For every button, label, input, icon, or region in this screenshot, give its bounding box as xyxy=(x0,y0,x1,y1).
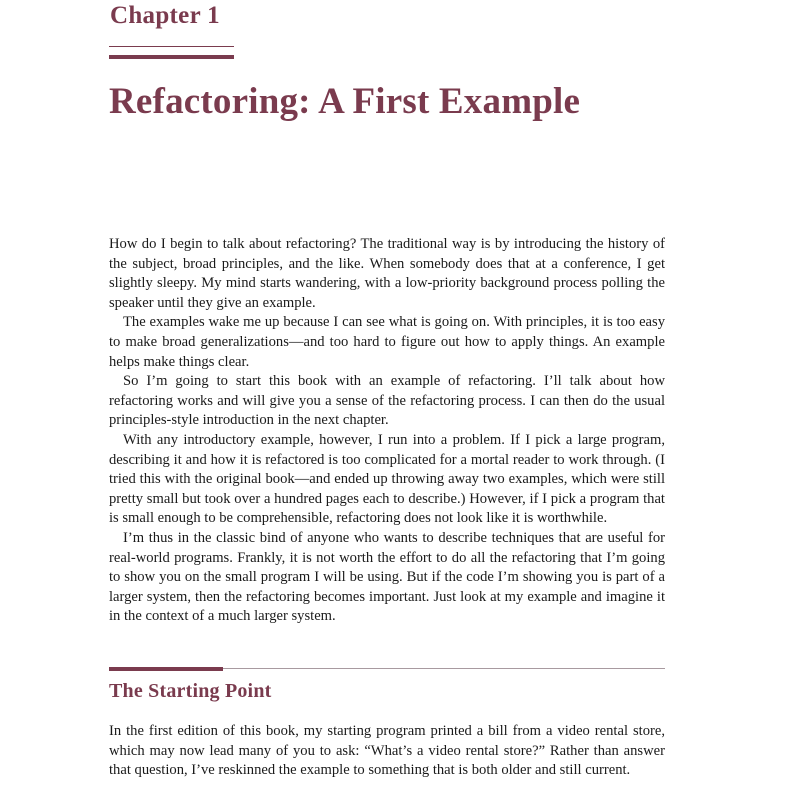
intro-text xyxy=(109,235,665,627)
chapter-rule-thin xyxy=(109,46,234,47)
intro-paragraph-2: The examples wake me up because I can see what is going on. With principles, it is too easy to make broad generalizations—and too hard to figure out how to apply things. An example helps make things clear. xyxy=(109,314,665,370)
intro-paragraph-3: So I’m going to start this book with an example of refactoring. I’ll talk about how refactoring works and will give you a sense of the refactoring process. I can then do the usual principles-style introduction in the next chapter. xyxy=(109,373,665,429)
chapter-rule-thick xyxy=(109,55,234,59)
chapter-title: Refactoring: A First Example xyxy=(109,81,581,122)
intro-paragraph-4: With any introductory example, however, I run into a problem. If I pick a large program, describing it and how it is refactored is too complicated for a mortal reader to work through. (I tried this with the original book—and ended up throwing away two examples, which were still pretty small but took over a hundred pages each to describe.) However, if I pick a program that is small enough to be comprehensible, refactoring does not look like it is worthwhile. xyxy=(109,431,665,527)
section-text xyxy=(109,722,665,781)
section-title: The Starting Point xyxy=(109,680,272,702)
intro-paragraph-5: I’m thus in the classic bind of anyone who wants to describe techniques that are useful for real-world programs. Frankly, it is not worth the effort to do all the refactoring that I’m going to show you on the small program I will be using. But if the code I’m showing you is part of a larger system, then the refactoring becomes important. Just look at my example and imagine it in the context of a much larger system. xyxy=(109,529,665,625)
section-paragraph-1: In the first edition of this book, my starting program printed a bill from a video rental store, which may now lead many of you to ask: “What’s a video rental store?” Rather than answer that question, I’ve reskinned the example to something that is both older and still current. xyxy=(109,723,665,779)
chapter-label: Chapter 1 xyxy=(110,2,220,29)
intro-paragraph-1: How do I begin to talk about refactoring? The traditional way is by introducing the history of the subject, broad principles, and the like. When somebody does that at a conference, I get slightly sleepy. My mind starts wandering, with a low-priority background process polling the speaker until they give an example. xyxy=(109,236,665,311)
section-rule-thick xyxy=(109,667,223,671)
